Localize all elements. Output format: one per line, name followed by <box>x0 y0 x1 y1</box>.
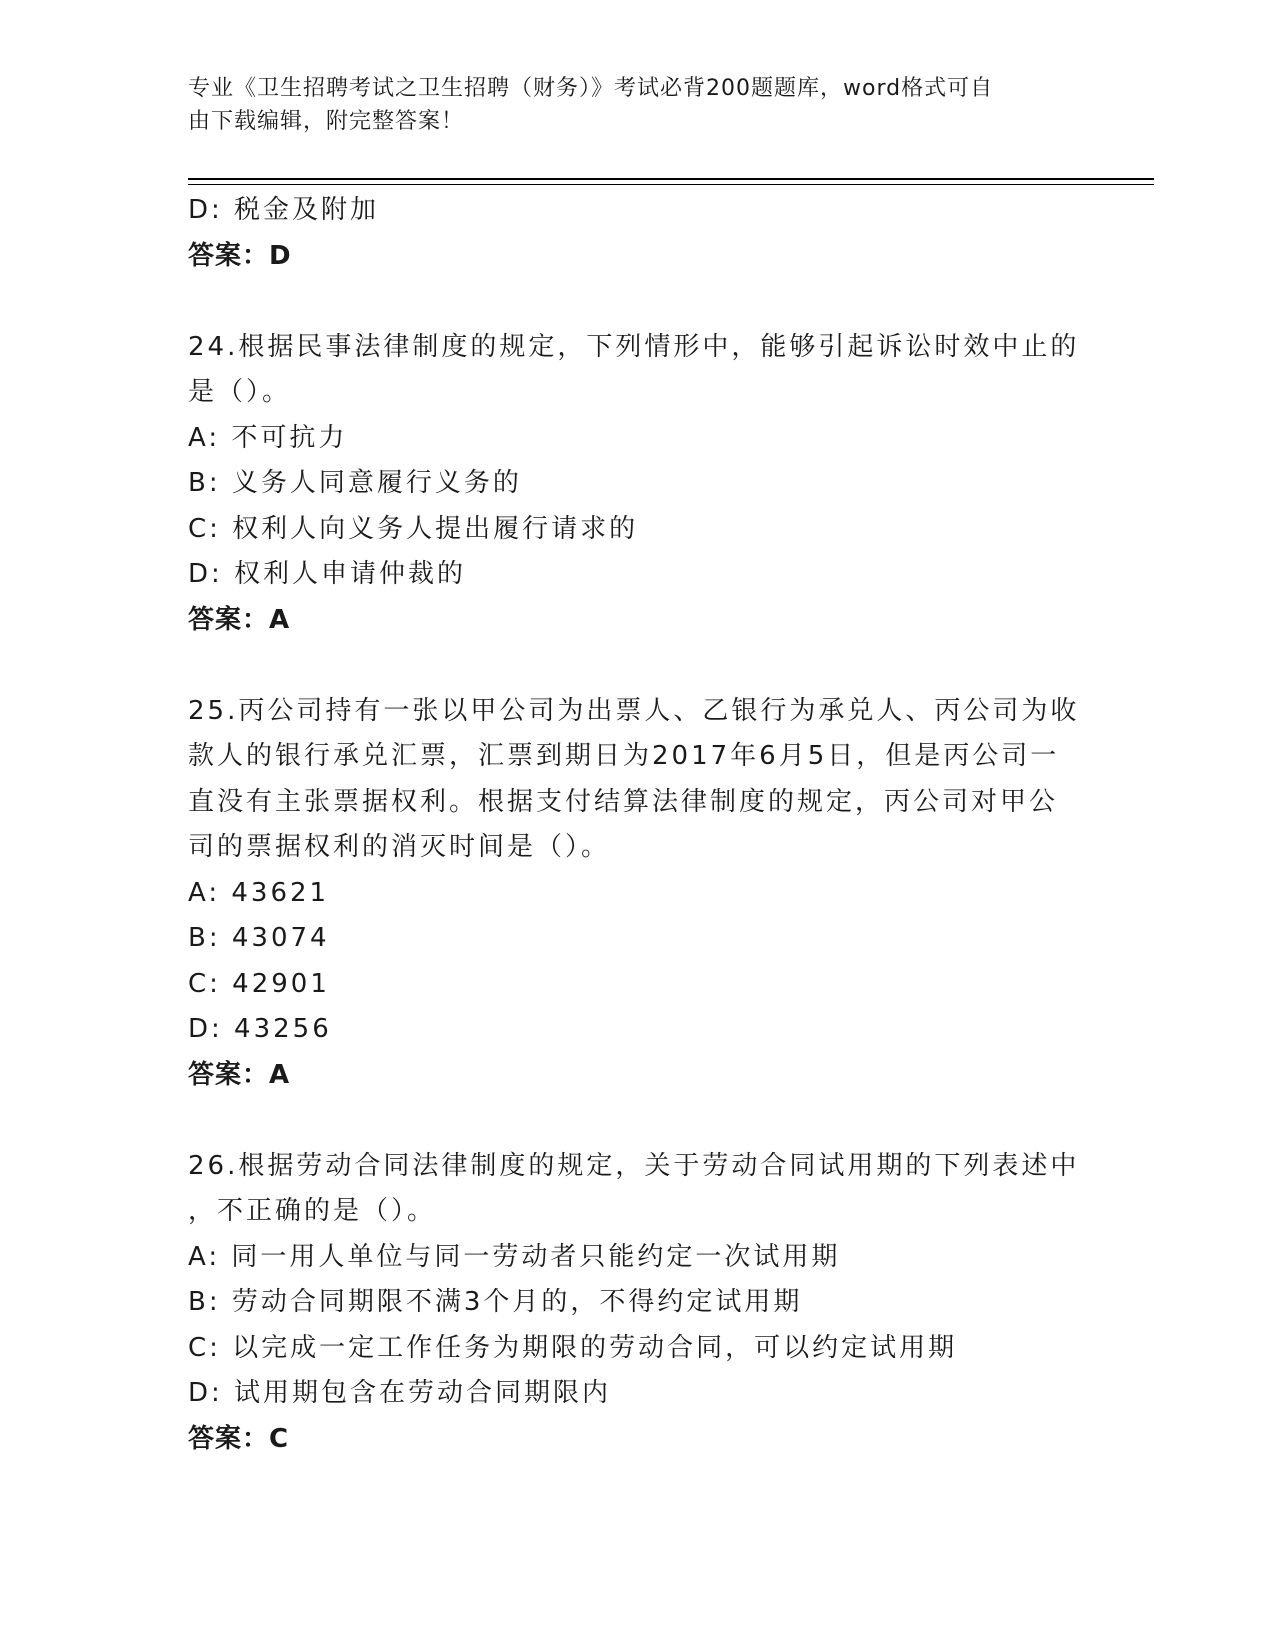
option-c: C: 以完成一定工作任务为期限的劳动合同，可以约定试用期 <box>188 1332 958 1363</box>
option-d: D: 税金及附加 <box>188 195 380 225</box>
questions-content <box>188 188 1088 1462</box>
option-d: D: 43256 <box>188 1014 332 1044</box>
option-c: C: 42901 <box>188 968 330 999</box>
option-b: B: 43074 <box>188 923 330 953</box>
page-header <box>188 72 1068 138</box>
option-a: A: 同一用人单位与同一劳动者只能约定一次试用期 <box>188 1241 841 1272</box>
stem-line: 直没有主张票据权利。根据支付结算法律制度的规定，丙公司对甲公 <box>188 786 1059 817</box>
stem-line: 26.根据劳动合同法律制度的规定，关于劳动合同试用期的下列表述中 <box>188 1150 1080 1181</box>
option-b: B: 劳动合同期限不满3个月的，不得约定试用期 <box>188 1287 803 1317</box>
question-stem <box>188 325 1088 416</box>
stem-line: ，不正确的是（）。 <box>188 1196 437 1226</box>
question-25 <box>188 689 1088 1099</box>
question-stem <box>188 1144 1088 1235</box>
option-a: A: 不可抗力 <box>188 422 348 453</box>
header-line-2: 由下载编辑，附完整答案！ <box>188 109 465 134</box>
question-stem <box>188 689 1088 871</box>
question-24 <box>188 325 1088 644</box>
option-c: C: 权利人向义务人提出履行请求的 <box>188 513 639 544</box>
option-d: D: 权利人申请仲裁的 <box>188 559 467 589</box>
previous-question-tail <box>188 188 1088 279</box>
answer-line: 答案：A <box>188 1059 291 1090</box>
stem-line: 司的票据权利的消灭时间是（）。 <box>188 832 611 862</box>
stem-line: 款人的银行承兑汇票，汇票到期日为2017年6月5日，但是丙公司一 <box>188 741 1060 771</box>
stem-line: 24.根据民事法律制度的规定，下列情形中，能够引起诉讼时效中止的 <box>188 331 1080 362</box>
stem-line: 是（）。 <box>188 377 292 407</box>
answer-line: 答案：D <box>188 240 292 271</box>
option-d: D: 试用期包含在劳动合同期限内 <box>188 1378 612 1408</box>
header-line-1: 专业《卫生招聘考试之卫生招聘（财务）》考试必背200题题库，word格式可自 <box>188 76 994 101</box>
question-26 <box>188 1144 1088 1463</box>
option-a: A: 43621 <box>188 877 330 908</box>
stem-line: 25.丙公司持有一张以甲公司为出票人、乙银行为承兑人、丙公司为收 <box>188 695 1080 726</box>
answer-line: 答案：C <box>188 1423 290 1454</box>
header-divider-thin <box>188 184 1154 185</box>
header-divider-thick <box>188 178 1154 180</box>
answer-line: 答案：A <box>188 604 291 635</box>
option-b: B: 义务人同意履行义务的 <box>188 468 522 498</box>
